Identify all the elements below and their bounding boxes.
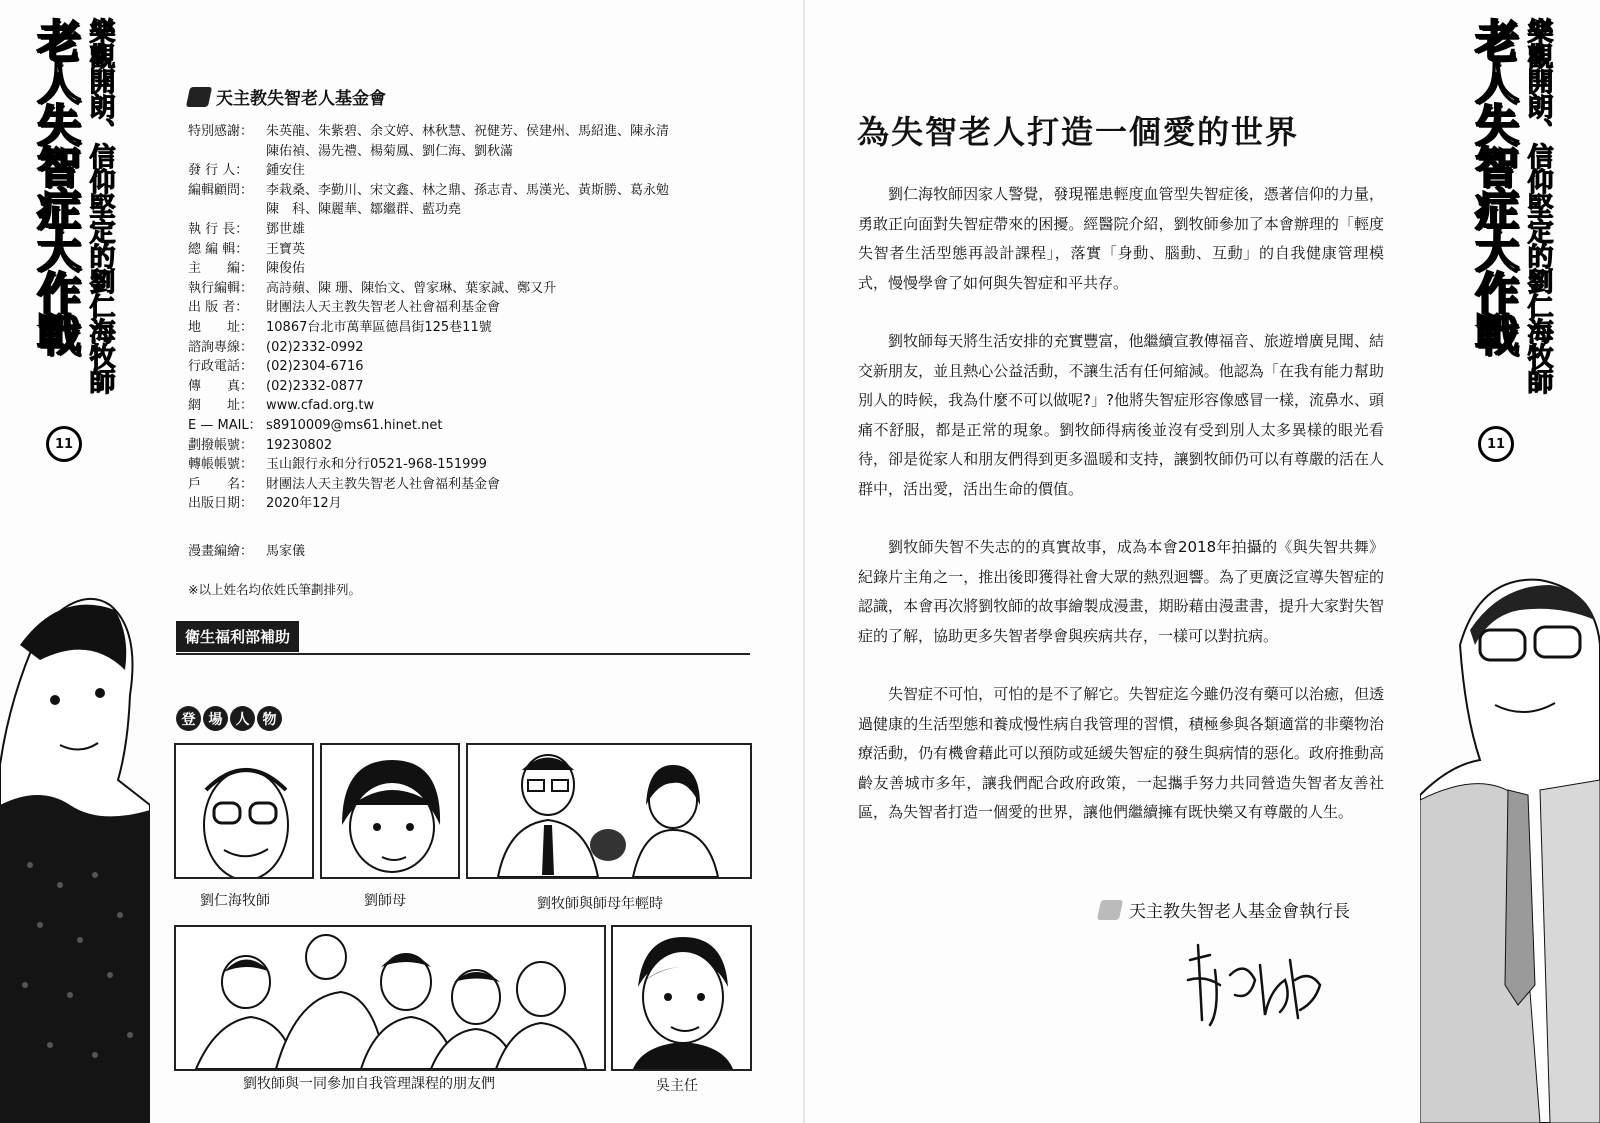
credit-value: 財團法人天主教失智老人社會福利基金會	[266, 300, 501, 316]
foundation-logo-icon	[1097, 900, 1123, 920]
preface-signoff	[1099, 897, 1350, 922]
credit-key: 特別感謝：	[188, 124, 254, 139]
book-title-banner-right	[1466, 18, 1553, 452]
panel-director-wu	[611, 925, 752, 1071]
credit-row	[188, 396, 748, 416]
panel-mrs-liu	[320, 743, 460, 879]
credit-row	[188, 259, 748, 279]
credit-row	[188, 377, 748, 397]
credit-key: 編輯顧問：	[188, 182, 254, 198]
cast-heading-char: 物	[257, 706, 282, 731]
credit-key: 轉帳帳號：	[188, 457, 254, 473]
volume-badge: 11	[46, 426, 82, 462]
credit-row	[188, 318, 748, 338]
credit-row	[188, 475, 748, 495]
credit-value: 李栽桑、李勤川、宋文鑫、林之鼎、孫志青、馬漢光、黃斯勝、葛永勉 陳 科、陳麗華、鄒繼群、藍功堯	[266, 182, 670, 218]
preface-paragraph: 失智症不可怕，可怕的是不了解它。失智症迄今雖仍沒有藥可以治癒，但透過健康的生活型態和養成慢性病自我管理的習慣，積極參與各類適當的非藥物治療活動，仍有機會藉此可以預防或延緩失智症的發生與病情的惡化。政府推動高齡友善城市多年，讓我們配合政府政策，一起攜手努力共同營造失智者友善社區，為失智者打造一個愛的世界，讓他們繼續擁有既快樂又有尊嚴的人生。	[858, 685, 1384, 821]
credit-value: 鍾安住	[266, 163, 306, 179]
org-name: 天主教失智老人基金會	[216, 89, 386, 109]
caption-young-couple: 劉牧師與師母年輕時	[537, 896, 663, 912]
book-title: 老人失智症大作戰	[29, 18, 80, 354]
cast-heading-char: 場	[203, 706, 228, 731]
credit-key: 傳 真：	[188, 378, 254, 394]
credit-value: (02)2304-6716	[266, 359, 364, 375]
foundation-logo-icon	[186, 87, 212, 107]
credit-key: 主 編：	[188, 261, 254, 277]
credit-key: E — MAIL：	[188, 417, 262, 433]
caption-director-wu: 吳主任	[656, 1078, 698, 1094]
book-title-banner-left	[28, 18, 115, 452]
credit-row	[188, 455, 748, 475]
org-header	[188, 84, 386, 109]
credit-row	[188, 161, 748, 181]
credit-row	[188, 181, 748, 220]
portrait-woman-illustration	[0, 575, 150, 1123]
panel-pastor-liu	[174, 743, 314, 879]
cast-heading	[176, 706, 282, 731]
credit-key: 戶 名：	[188, 476, 254, 492]
credit-row	[188, 436, 748, 456]
cast-heading-char: 登	[176, 706, 201, 731]
credit-value: 鄧世雄	[266, 221, 306, 237]
book-subtitle: 樂觀開朗、信仰堅定的劉仁海牧師	[85, 18, 115, 393]
preface-body	[858, 180, 1384, 857]
pastor-liu-drawing	[176, 745, 312, 877]
credit-value: (02)2332-0877	[266, 378, 364, 394]
subsidy-label: 衛生福利部補助	[176, 621, 299, 652]
credit-value: 2020年12月	[266, 496, 342, 512]
credit-value: 陳俊佑	[266, 261, 306, 277]
cast-heading-char: 人	[230, 706, 255, 731]
credit-value: 19230802	[266, 437, 333, 453]
signoff-title: 天主教失智老人基金會執行長	[1129, 902, 1350, 922]
credit-key: 發 行 人：	[188, 163, 249, 179]
mrs-liu-drawing	[322, 745, 458, 877]
director-wu-drawing	[613, 927, 750, 1069]
credit-value: 10867台北市萬華區德昌街125巷11號	[266, 319, 492, 335]
credit-value: 玉山銀行永和分行0521-968-151999	[266, 457, 487, 473]
credit-row	[188, 220, 748, 240]
sorting-note: ※以上姓名均依姓氏筆劃排列。	[188, 582, 361, 597]
caption-mrs-liu: 劉師母	[364, 893, 406, 909]
volume-badge: 11	[1478, 426, 1514, 462]
credit-row	[188, 357, 748, 377]
credit-key: 地 址：	[188, 319, 254, 335]
subsidy-bar	[176, 621, 750, 655]
credit-value: 朱英龍、朱紫碧、余文婷、林秋慧、祝健芳、侯建州、馬紹進、陳永清 陳佑禎、湯先禮、楊菊鳳、劉仁海、劉秋滿	[266, 124, 670, 159]
credit-row	[188, 122, 748, 161]
young-couple-drawing	[468, 745, 750, 877]
credit-row	[188, 279, 748, 299]
caption-pastor-liu: 劉仁海牧師	[200, 893, 270, 909]
credit-key: 出版日期：	[188, 496, 254, 512]
preface-paragraph: 劉牧師失智不失志的的真實故事，成為本會2018年拍攝的《與失智共舞》紀錄片主角之一，推出後即獲得社會大眾的熱烈迴響。為了更廣泛宣導失智症的認識，本會再次將劉牧師的故事繪製成漫畫，期盼藉由漫畫書，提升大家對失智症的了解，協助更多失智者學會與疾病共存，一樣可以對抗病。	[858, 538, 1384, 645]
credit-key: 漫畫編繪：	[188, 544, 254, 559]
credit-value: s8910009@ms61.hinet.net	[266, 417, 443, 433]
caption-course-friends: 劉牧師與一同參加自我管理課程的朋友們	[243, 1076, 495, 1092]
credit-value: 馬家儀	[266, 544, 306, 559]
credit-row	[188, 494, 748, 514]
credit-key: 劃撥帳號：	[188, 437, 254, 453]
panel-course-friends	[174, 925, 606, 1071]
credit-key: 行政電話：	[188, 359, 254, 375]
credit-value: 財團法人天主教失智老人社會福利基金會	[266, 476, 501, 492]
portrait-man-illustration	[1420, 565, 1600, 1123]
book-title: 老人失智症大作戰	[1467, 18, 1518, 354]
credit-key: 諮詢專線：	[188, 339, 254, 355]
credit-key: 出 版 者：	[188, 300, 249, 316]
credit-row	[188, 416, 748, 436]
page-gutter	[803, 0, 805, 1123]
book-subtitle: 樂觀開朗、信仰堅定的劉仁海牧師	[1523, 18, 1553, 393]
preface-paragraph: 劉牧師每天將生活安排的充實豐富，他繼續宣教傳福音、旅遊增廣見聞、結交新朋友，並且熱心公益活動，不讓生活有任何縮減。他認為「在我有能力幫助別人的時候，我為什麼不可以做呢?」?他將失智症形容像感冒一樣，流鼻水、頭痛不舒服，都是正常的現象。劉牧師得病後並沒有受到別人太多異樣的眼光看待，卻是從家人和朋友們得到更多溫暖和支持，讓劉牧師仍可以有尊嚴的活在人群中，活出愛，活出生命的價值。	[858, 332, 1384, 498]
credit-key: 執 行 長：	[188, 221, 249, 237]
illustrator-credit	[188, 540, 305, 559]
credit-value: www.cfad.org.tw	[266, 398, 375, 414]
handwritten-signature	[1180, 940, 1330, 1030]
course-friends-drawing	[176, 927, 604, 1069]
credit-key: 網 址：	[188, 398, 254, 414]
panel-young-couple	[466, 743, 752, 879]
credit-key: 執行編輯：	[188, 280, 254, 296]
preface-headline: 為失智老人打造一個愛的世界	[857, 113, 1300, 151]
credits-list	[188, 122, 748, 514]
credit-value: 王寶英	[266, 241, 306, 257]
credit-row	[188, 298, 748, 318]
credit-key: 總 編 輯：	[188, 241, 249, 257]
preface-paragraph: 劉仁海牧師因家人警覺，發現罹患輕度血管型失智症後，憑著信仰的力量，勇敢正向面對失智症帶來的困擾。經醫院介紹，劉牧師參加了本會辦理的「輕度失智者生活型態再設計課程」，落實「身動、腦動、互動」的自我健康管理模式，慢慢學會了如何與失智症和平共存。	[858, 185, 1384, 292]
credit-value: 高詩蘋、陳 珊、陳怡文、曾家琳、葉家誠、鄭又升	[266, 280, 557, 296]
credit-row	[188, 240, 748, 260]
credit-value: (02)2332-0992	[266, 339, 364, 355]
credit-row	[188, 338, 748, 358]
